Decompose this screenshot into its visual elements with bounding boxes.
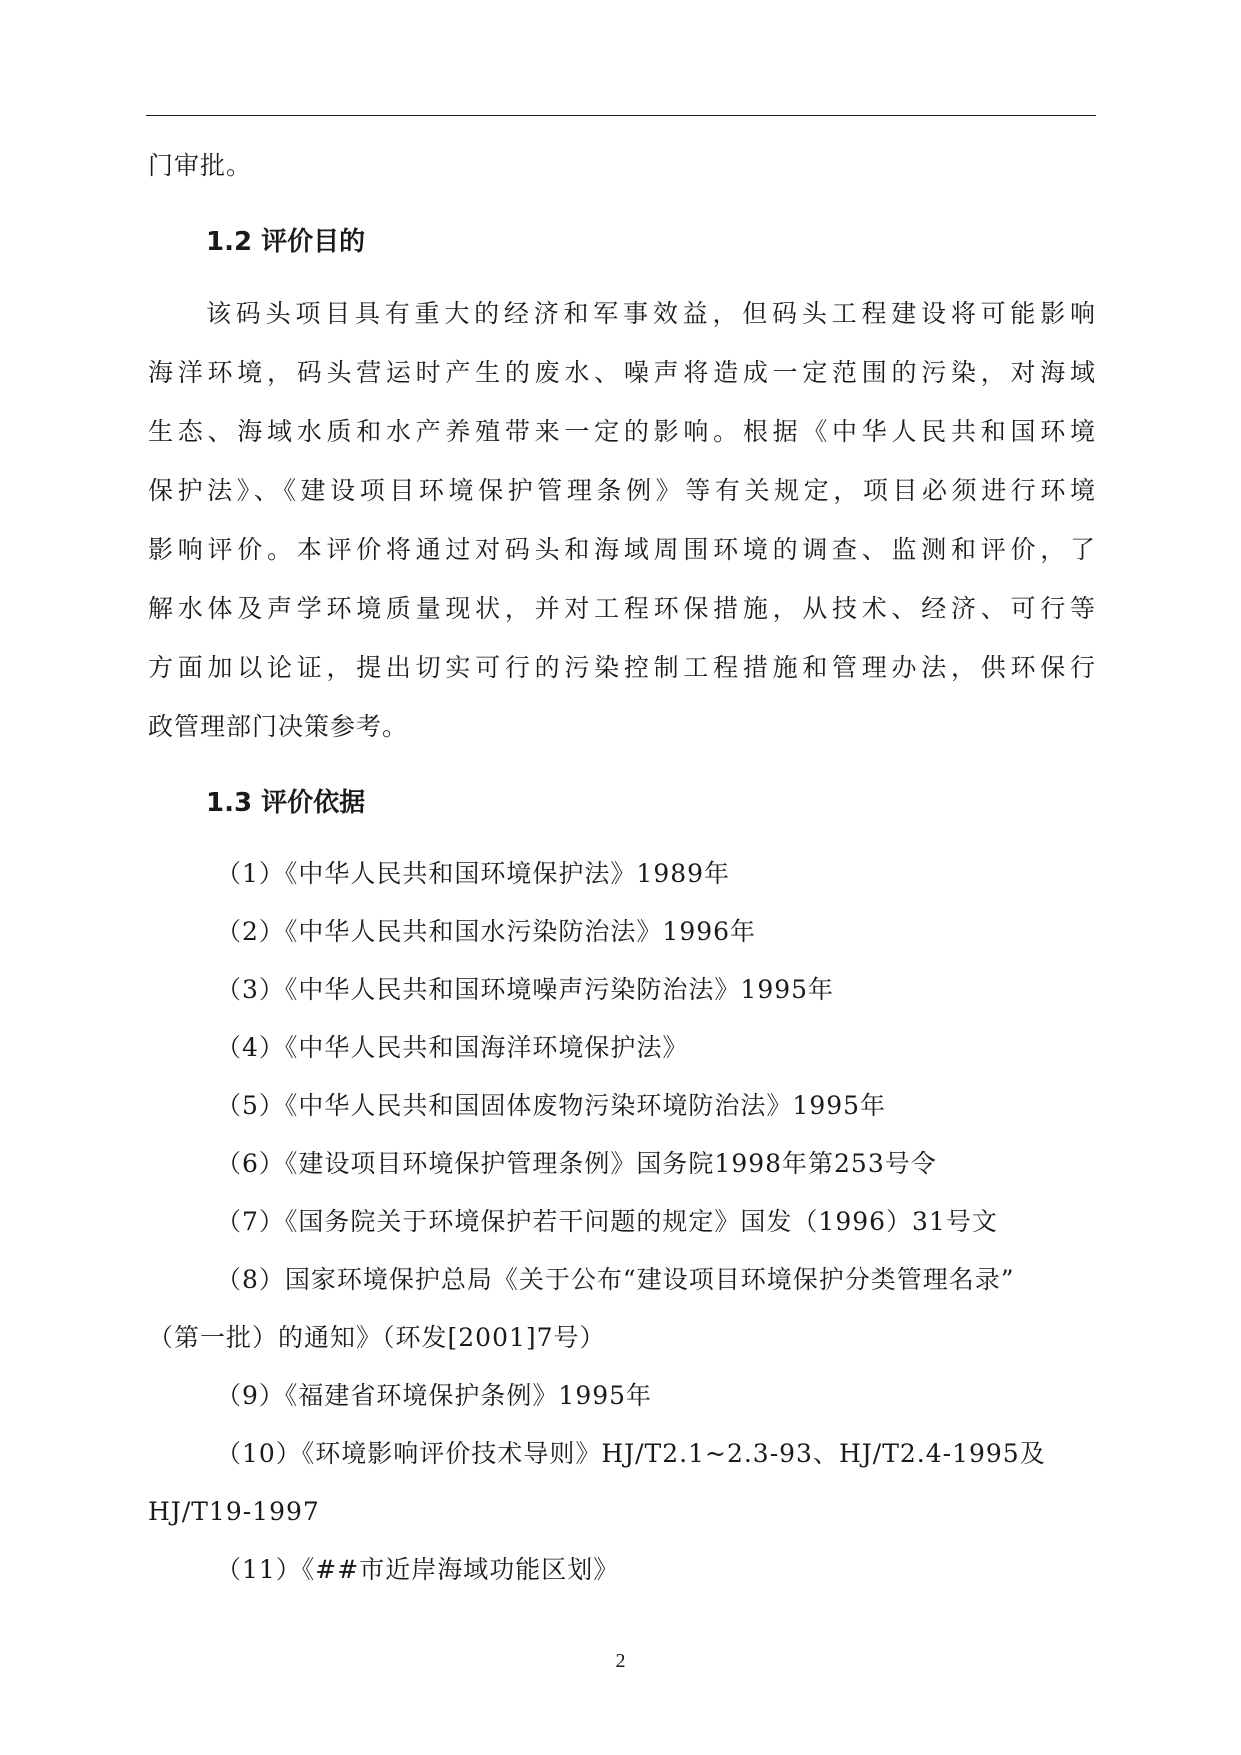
list-item: （1）《中华人民共和国环境保护法》1989年 xyxy=(216,859,731,888)
list-item: （4）《中华人民共和国海洋环境保护法》 xyxy=(216,1033,689,1062)
paragraph-line: 解水体及声学环境质量现状，并对工程环保措施，从技术、经济、可行等 xyxy=(148,594,1096,623)
page-number: 2 xyxy=(615,1650,626,1672)
list-item: （3）《中华人民共和国环境噪声污染防治法》1995年 xyxy=(216,975,835,1004)
list-item: （11）《##市近岸海域功能区划》 xyxy=(216,1555,620,1584)
continued-text: 门审批。 xyxy=(148,151,253,180)
paragraph-line: 该码头项目具有重大的经济和军事效益，但码头工程建设将可能影响 xyxy=(206,299,1096,328)
list-item-continuation: HJ/T19-1997 xyxy=(148,1497,320,1526)
list-item: （7）《国务院关于环境保护若干问题的规定》国发（1996）31号文 xyxy=(216,1207,998,1236)
section-1-2-paragraph xyxy=(148,284,1096,756)
list-item: （8）国家环境保护总局《关于公布“建设项目环境保护分类管理名录” xyxy=(216,1265,1015,1294)
list-item: （5）《中华人民共和国固体废物污染环境防治法》1995年 xyxy=(216,1091,887,1120)
paragraph-line: 政管理部门决策参考。 xyxy=(148,712,409,741)
section-heading-1-2: 1.2 评价目的 xyxy=(206,227,366,257)
section-heading-1-3: 1.3 评价依据 xyxy=(206,788,366,818)
list-item: （9）《福建省环境保护条例》1995年 xyxy=(216,1381,653,1410)
paragraph-line: 海洋环境，码头营运时产生的废水、噪声将造成一定范围的污染，对海域 xyxy=(148,358,1096,387)
header-rule xyxy=(146,115,1096,116)
paragraph-line: 保护法》、《建设项目环境保护管理条例》等有关规定，项目必须进行环境 xyxy=(148,476,1096,505)
list-item: （10）《环境影响评价技术导则》HJ/T2.1~2.3-93、HJ/T2.4-1995及 xyxy=(216,1439,1046,1468)
paragraph-line: 影响评价。本评价将通过对码头和海域周围环境的调查、监测和评价，了 xyxy=(148,535,1096,564)
page-content xyxy=(148,136,1096,1599)
paragraph-line: 生态、海域水质和水产养殖带来一定的影响。根据《中华人民共和国环境 xyxy=(148,417,1096,446)
list-item: （6）《建设项目环境保护管理条例》国务院1998年第253号令 xyxy=(216,1149,937,1178)
reference-list xyxy=(148,845,1096,1599)
list-item: （2）《中华人民共和国水污染防治法》1996年 xyxy=(216,917,757,946)
paragraph-line: 方面加以论证，提出切实可行的污染控制工程措施和管理办法，供环保行 xyxy=(148,653,1096,682)
list-item-continuation: （第一批）的通知》（环发[2001]7号） xyxy=(148,1323,606,1352)
